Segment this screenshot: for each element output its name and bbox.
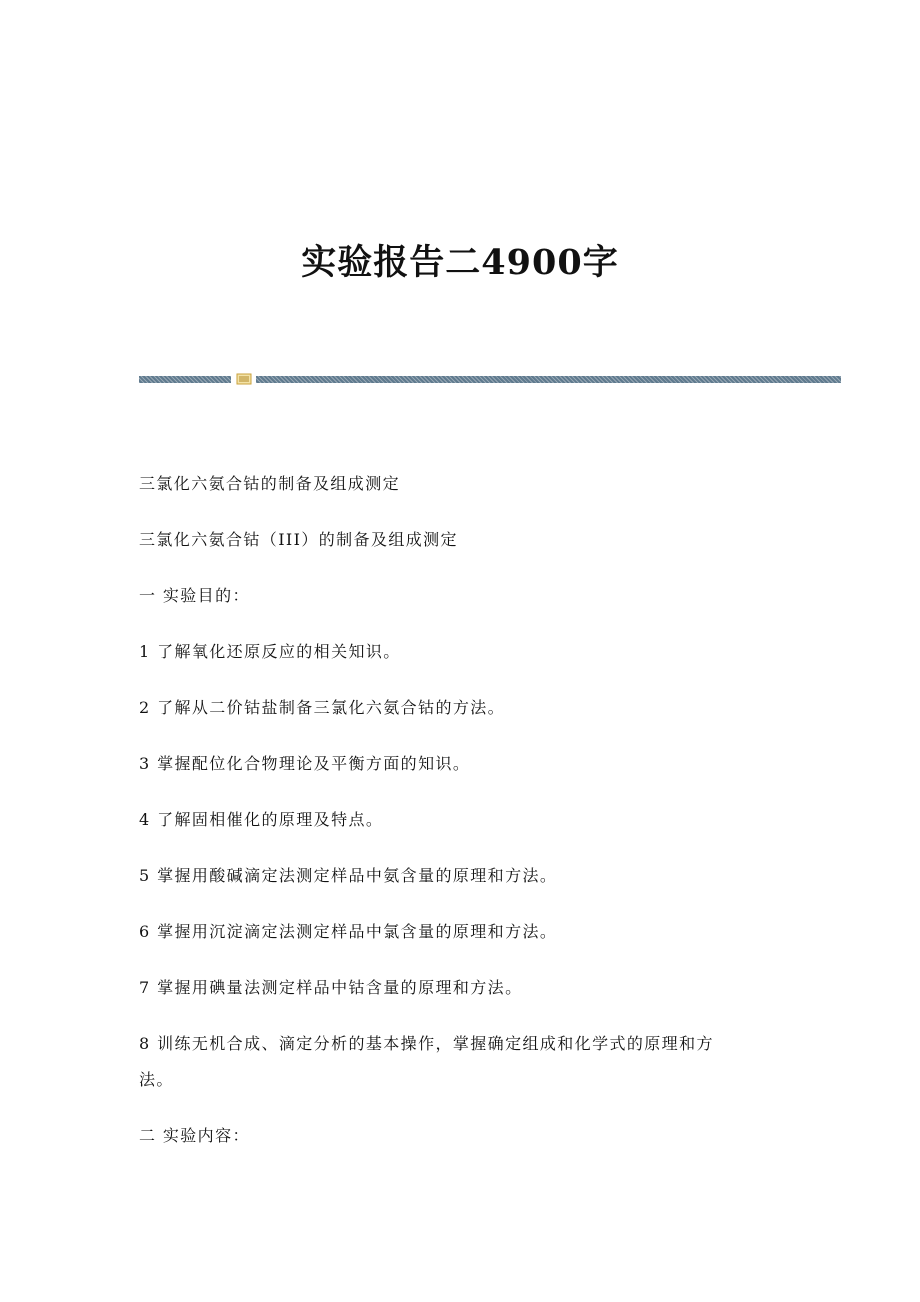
objective-item-continuation: 法。 xyxy=(139,1070,174,1089)
section-heading: 三氯化六氨合钴的制备及组成测定 xyxy=(139,474,401,493)
section-subheading: 三氯化六氨合钴（III）的制备及组成测定 xyxy=(139,530,458,549)
objective-item: 8 训练无机合成、滴定分析的基本操作，掌握确定组成和化学式的原理和方 xyxy=(139,1034,714,1053)
objective-item: 1 了解氧化还原反应的相关知识。 xyxy=(139,642,401,661)
objective-item: 7 掌握用碘量法测定样品中钴含量的原理和方法。 xyxy=(139,978,523,997)
content-heading: 二 实验内容： xyxy=(139,1126,250,1145)
divider-ornament-icon xyxy=(236,372,252,386)
document-body xyxy=(139,470,779,1150)
objective-item: 2 了解从二价钴盐制备三氯化六氨合钴的方法。 xyxy=(139,698,506,717)
objective-item: 3 掌握配位化合物理论及平衡方面的知识。 xyxy=(139,754,471,773)
title-divider xyxy=(139,372,841,386)
divider-left-bar xyxy=(139,376,231,383)
objective-item: 5 掌握用酸碱滴定法测定样品中氨含量的原理和方法。 xyxy=(139,866,558,885)
objectives-heading: 一 实验目的： xyxy=(139,586,250,605)
objective-item: 4 了解固相催化的原理及特点。 xyxy=(139,810,384,829)
document-title: 实验报告二4900字 xyxy=(301,242,619,284)
objective-item: 6 掌握用沉淀滴定法测定样品中氯含量的原理和方法。 xyxy=(139,922,558,941)
divider-right-bar xyxy=(256,376,841,383)
